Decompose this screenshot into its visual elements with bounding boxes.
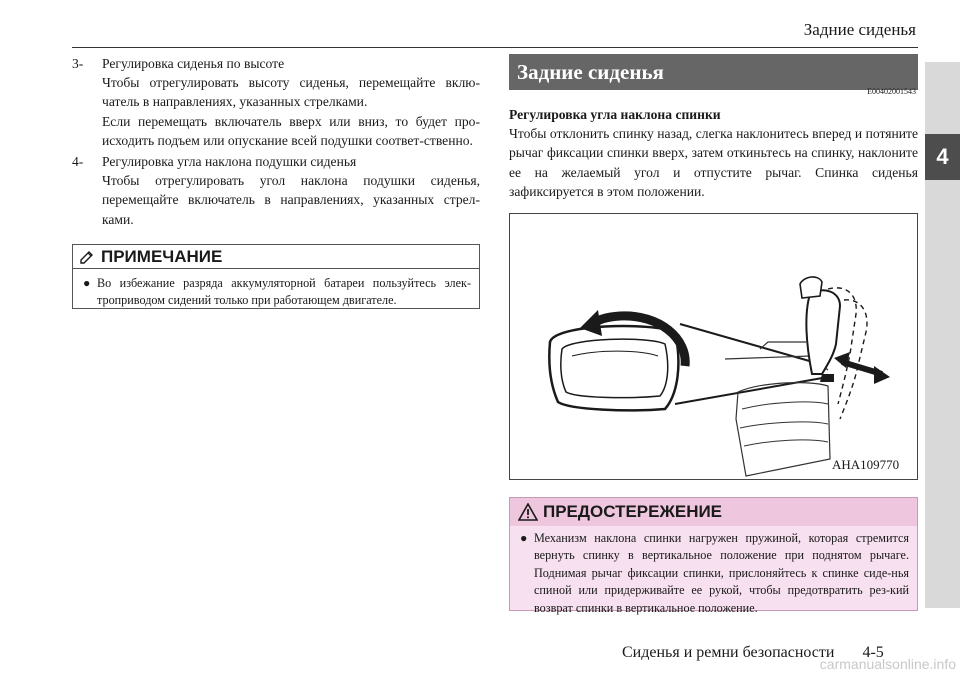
watermark: carmanualsonline.info [819,656,956,672]
header-rule [72,47,918,48]
curved-arrow-icon [580,310,685,366]
figure-label: AHA109770 [832,457,900,472]
step-3 [72,54,480,150]
step-line: Если перемещать включатель вверх или вниз, то будет про-исходить подъем или опускание всей подушки соответ-ственно. [102,113,480,148]
bullet-icon: ● [520,531,528,545]
note-text: Во избежание разряда аккумуляторной батареи пользуйтесь элек-троприводом сидений только при работающем двигателе. [97,276,471,307]
footer-section: Сиденья и ремни безопасности [622,644,835,661]
seat-illustration [509,213,918,480]
warning-box [509,497,918,615]
page-number: 4-5 [862,644,884,661]
note-title: ПРИМЕЧАНИЕ [101,246,223,266]
warning-body [510,526,917,617]
right-text-block [509,105,918,201]
left-column [72,54,480,231]
document-code: E00402001543 [867,87,916,96]
seat-recline-illustration [510,214,917,479]
step-number: 4- [72,154,84,170]
warning-triangle-icon [518,503,538,521]
car-seat-drawing [725,277,867,476]
step-4 [72,152,480,229]
bullet-icon: ● [83,276,91,290]
warning-header [510,498,917,526]
note-box [72,244,480,309]
step-title: Регулировка угла наклона подушки сиденья [102,154,357,170]
step-line: Чтобы отрегулировать угол наклона подушки сиденья, перемещайте включатель в направлениях, указанных стрел-ками. [102,173,480,227]
warning-text: Механизм наклона спинки нагружен пружиной, которая стремится вернуть спинку в вертикальное положение при поднятом рычаге. Поднимая рычаг фиксации спинки, прислоняйтесь к спинке сиде-нья спиной или придерживайте ее рукой, чтобы предотвратить рез-кий возврат спинки в вертикальное положение. [534,531,909,615]
subheading: Регулировка угла наклона спинки [509,107,721,122]
step-line: Чтобы отрегулировать высоту сиденья, перемещайте вклю-чатель в направлениях, указанных стрелками. [102,75,480,110]
note-header [73,245,479,269]
lever-closeup [549,326,678,410]
step-number: 3- [72,56,84,71]
double-arrow-icon [834,352,890,384]
page-header-title: Задние сиденья [803,20,916,39]
warning-title: ПРЕДОСТЕРЕЖЕНИЕ [543,502,723,521]
note-body [73,269,479,309]
step-body [102,54,480,150]
chapter-tab[interactable]: 4 [925,134,960,180]
step-body [102,152,480,229]
instruction-paragraph: Чтобы отклонить спинку назад, слегка наклонитесь вперед и потяните рычаг фиксации спинки вверх, затем откиньтесь на спинку, наклоните ее на желаемый угол и отпустите рычаг. Спинка сиденья зафиксируется в этом положении. [509,126,918,199]
section-title: Задние сиденья [509,54,918,90]
pencil-icon [79,249,95,265]
step-title: Регулировка сиденья по высоте [102,56,285,71]
callout-lines [675,324,828,404]
